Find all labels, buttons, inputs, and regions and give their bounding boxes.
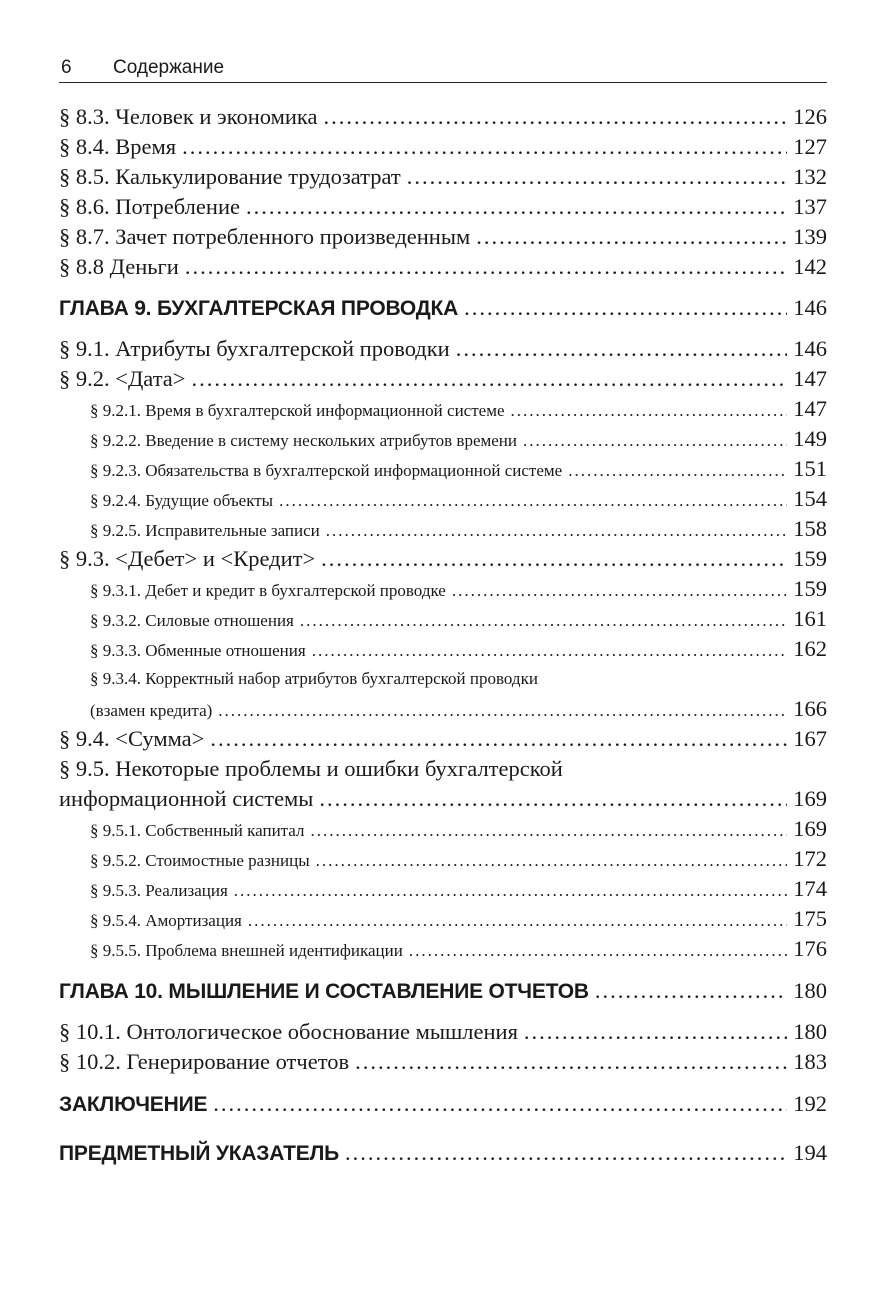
toc-entry-9-3-3 <box>59 634 827 664</box>
chapter-page: 146 <box>793 295 827 320</box>
toc-entry-9-5-5 <box>59 934 827 964</box>
dot-leader <box>312 636 788 666</box>
chapter-title: ЗАКЛЮЧЕНИЕ <box>59 1093 208 1116</box>
header-title: Содержание <box>113 57 225 78</box>
toc-entry-title: § 9.2.5. Исправительные записи <box>90 521 320 540</box>
dot-leader <box>319 784 787 814</box>
toc-entry-title-continuation: информационной системы <box>59 786 314 811</box>
toc-chapter-9 <box>59 293 827 323</box>
toc-entry-10-1 <box>59 1017 827 1047</box>
toc-entry-title: § 9.5.5. Проблема внешней идентификации <box>90 941 403 960</box>
dot-leader <box>568 456 787 486</box>
dot-leader <box>323 102 787 132</box>
toc-entry-page: 172 <box>793 846 827 871</box>
toc-entry-page: 149 <box>793 426 827 451</box>
dot-leader <box>476 222 787 252</box>
dot-leader <box>321 544 787 574</box>
dot-leader <box>456 334 788 364</box>
toc-entry-title: § 8.7. Зачет потребленного произведенным <box>59 224 471 249</box>
toc-entry-title: § 9.5.1. Собственный капитал <box>90 821 305 840</box>
dot-leader <box>210 724 787 754</box>
toc-entry-title: § 9.3.1. Дебет и кредит в бухгалтерской проводке <box>90 581 446 600</box>
toc-entry-title: § 9.5.2. Стоимостные разницы <box>90 851 310 870</box>
dot-leader <box>246 192 787 222</box>
toc-entry-title-continuation: (взамен кредита) <box>90 701 213 720</box>
toc-entry-page: 180 <box>793 1019 827 1044</box>
toc-entry-8-4 <box>59 132 827 162</box>
dot-leader <box>452 576 787 606</box>
header-page-number: 6 <box>61 57 72 78</box>
toc-entry-page: 127 <box>793 134 827 159</box>
chapter-title: ПРЕДМЕТНЫЙ УКАЗАТЕЛЬ <box>59 1142 340 1165</box>
toc-chapter-10 <box>59 976 827 1006</box>
dot-leader <box>213 1089 787 1119</box>
toc-entry-9-4 <box>59 724 827 754</box>
chapter-title: ГЛАВА 9. БУХГАЛТЕРСКАЯ ПРОВОДКА <box>59 297 459 320</box>
dot-leader <box>300 606 787 636</box>
dot-leader <box>191 364 787 394</box>
chapter-page: 194 <box>793 1140 827 1165</box>
toc-entry-title: § 8.8 Деньги <box>59 254 179 279</box>
dot-leader <box>355 1047 787 1077</box>
toc-subject-index <box>59 1138 827 1168</box>
toc-entry-page: 151 <box>793 456 827 481</box>
running-header <box>59 56 827 83</box>
dot-leader <box>345 1138 787 1168</box>
toc-entry-page: 166 <box>793 696 827 721</box>
dot-leader <box>595 976 787 1006</box>
toc-entry-page: 169 <box>793 786 827 811</box>
toc-entry-page: 174 <box>793 876 827 901</box>
toc-entry-9-2 <box>59 364 827 394</box>
toc-entry-page: 137 <box>793 194 827 219</box>
toc-entry-title: § 9.3. <Дебет> и <Кредит> <box>59 546 316 571</box>
toc-entry-page: 169 <box>793 816 827 841</box>
toc-entry-title: § 8.5. Калькулирование трудозатрат <box>59 164 401 189</box>
toc-entry-page: 167 <box>793 726 827 751</box>
dot-leader <box>524 1017 787 1047</box>
toc-entry-title: § 9.2.2. Введение в систему нескольких атрибутов времени <box>90 431 517 450</box>
table-of-contents <box>59 102 827 1168</box>
toc-entry-9-2-4 <box>59 484 827 514</box>
toc-entry-page: 126 <box>793 104 827 129</box>
toc-entry-9-5-1 <box>59 814 827 844</box>
dot-leader <box>218 696 787 726</box>
toc-entry-9-2-5 <box>59 514 827 544</box>
dot-leader <box>316 846 788 876</box>
dot-leader <box>248 906 787 936</box>
toc-entry-9-3-1 <box>59 574 827 604</box>
dot-leader <box>182 132 787 162</box>
toc-entry-title: § 9.4. <Сумма> <box>59 726 205 751</box>
toc-entry-9-3-4-line2 <box>59 694 827 724</box>
toc-entry-page: 139 <box>793 224 827 249</box>
toc-entry-title: § 8.6. Потребление <box>59 194 240 219</box>
toc-entry-page: 161 <box>793 606 827 631</box>
toc-entry-page: 159 <box>793 576 827 601</box>
toc-entry-9-2-2 <box>59 424 827 454</box>
toc-entry-title: § 10.1. Онтологическое обоснование мышления <box>59 1019 518 1044</box>
toc-entry-page: 154 <box>793 486 827 511</box>
toc-entry-9-3 <box>59 544 827 574</box>
toc-entry-9-2-3 <box>59 454 827 484</box>
toc-entry-9-5-2 <box>59 844 827 874</box>
chapter-title: ГЛАВА 10. МЫШЛЕНИЕ И СОСТАВЛЕНИЕ ОТЧЕТОВ <box>59 980 589 1003</box>
dot-leader <box>326 516 788 546</box>
toc-entry-10-2 <box>59 1047 827 1077</box>
toc-entry-8-8 <box>59 252 827 282</box>
dot-leader <box>185 252 787 282</box>
toc-conclusion <box>59 1089 827 1119</box>
toc-entry-page: 159 <box>793 546 827 571</box>
toc-entry-8-5 <box>59 162 827 192</box>
chapter-page: 180 <box>793 978 827 1003</box>
toc-entry-title: § 9.1. Атрибуты бухгалтерской проводки <box>59 336 450 361</box>
toc-entry-page: 158 <box>793 516 827 541</box>
toc-entry-9-5-3 <box>59 874 827 904</box>
toc-entry-page: 147 <box>793 396 827 421</box>
toc-entry-8-3 <box>59 102 827 132</box>
toc-entry-9-2-1 <box>59 394 827 424</box>
dot-leader <box>407 162 787 192</box>
toc-entry-page: 147 <box>793 366 827 391</box>
toc-entry-8-7 <box>59 222 827 252</box>
toc-entry-9-5-line2 <box>59 784 827 814</box>
dot-leader <box>279 486 787 516</box>
toc-entry-title: § 8.4. Время <box>59 134 177 159</box>
dot-leader <box>234 876 787 906</box>
toc-entry-9-5-4 <box>59 904 827 934</box>
chapter-page: 192 <box>793 1091 827 1116</box>
toc-entry-9-3-2 <box>59 604 827 634</box>
toc-entry-title: § 9.2.4. Будущие объекты <box>90 491 274 510</box>
toc-entry-title: § 9.5.4. Амортизация <box>90 911 242 930</box>
toc-entry-9-5-line1: § 9.5. Некоторые проблемы и ошибки бухгалтерской <box>59 756 563 781</box>
toc-entry-9-1 <box>59 334 827 364</box>
toc-entry-8-6 <box>59 192 827 222</box>
toc-entry-title: § 9.2.3. Обязательства в бухгалтерской информационной системе <box>90 461 563 480</box>
toc-entry-title: § 9.3.3. Обменные отношения <box>90 641 306 660</box>
toc-entry-page: 176 <box>793 936 827 961</box>
toc-entry-title: § 8.3. Человек и экономика <box>59 104 318 129</box>
dot-leader <box>409 936 787 966</box>
toc-entry-page: 175 <box>793 906 827 931</box>
toc-entry-page: 162 <box>793 636 827 661</box>
toc-entry-title: § 9.3.2. Силовые отношения <box>90 611 294 630</box>
toc-entry-9-3-4-line1: § 9.3.4. Корректный набор атрибутов бухгалтерской проводки <box>90 669 538 688</box>
dot-leader <box>523 426 787 456</box>
toc-entry-title: § 10.2. Генерирование отчетов <box>59 1049 350 1074</box>
dot-leader <box>464 293 787 323</box>
dot-leader <box>310 816 787 846</box>
toc-entry-page: 142 <box>793 254 827 279</box>
toc-entry-page: 146 <box>793 336 827 361</box>
toc-entry-page: 132 <box>793 164 827 189</box>
toc-entry-title: § 9.2.1. Время в бухгалтерской информационной системе <box>90 401 505 420</box>
dot-leader <box>511 396 788 426</box>
toc-entry-title: § 9.2. <Дата> <box>59 366 186 391</box>
toc-entry-title: § 9.5.3. Реализация <box>90 881 228 900</box>
toc-entry-page: 183 <box>793 1049 827 1074</box>
